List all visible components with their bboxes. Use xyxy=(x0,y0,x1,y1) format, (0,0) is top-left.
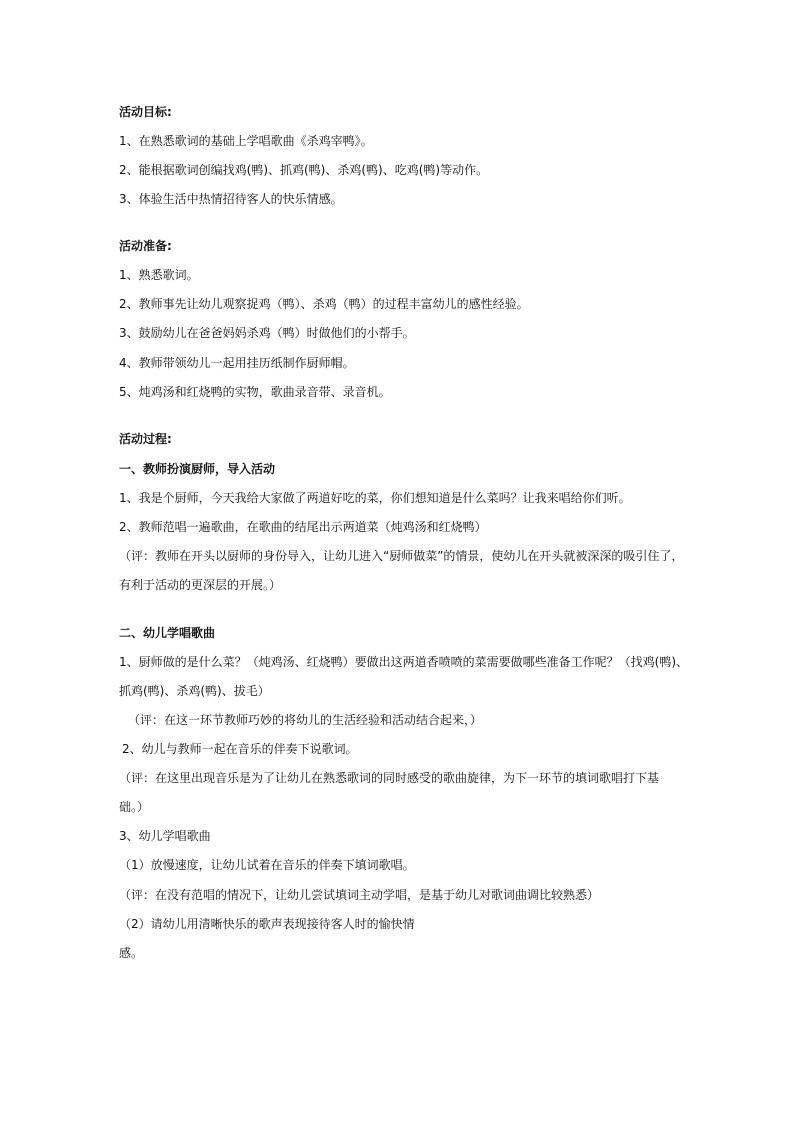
goal-item-1: 1、在熟悉歌词的基础上学唱歌曲《杀鸡宰鸭》。 xyxy=(119,134,373,148)
goal-item-2: 2、能根据歌词创编找鸡(鸭)、抓鸡(鸭)、杀鸡(鸭)、吃鸡(鸭)等动作。 xyxy=(119,163,489,177)
process-heading: 活动过程: xyxy=(119,432,172,446)
goals-heading: 活动目标: xyxy=(119,105,172,119)
part2-line-4: 2、幼儿与教师一起在音乐的伴奏下说歌词。 xyxy=(122,742,358,756)
prep-item-5: 5、炖鸡汤和红烧鸭的实物，歌曲录音带、录音机。 xyxy=(119,385,391,399)
part1-line-4: 有利于活动的更深层的开展。） xyxy=(119,578,282,592)
prep-item-4: 4、教师带领幼儿一起用挂历纸制作厨师帽。 xyxy=(119,356,355,370)
prep-item-2: 2、教师事先让幼儿观察捉鸡（鸭）、杀鸡（鸭）的过程丰富幼儿的感性经验。 xyxy=(119,297,529,311)
part2-line-9: （评：在没有范唱的情况下，让幼儿尝试填词主动学唱，是基于幼儿对歌词曲调比较熟悉） xyxy=(119,888,600,902)
part2-line-10: （2）请幼儿用清晰快乐的歌声表现接待客人时的愉快情 xyxy=(119,917,415,931)
part2-line-3: （评：在这一环节教师巧妙的将幼儿的生活经验和活动结合起来，） xyxy=(128,713,483,727)
part1-line-3: （评：教师在开头以厨师的身份导入，让幼儿进入“厨师做菜”的情景，使幼儿在开头就被深深的吸引住了， xyxy=(119,549,684,563)
part2-title: 二、幼儿学唱歌曲 xyxy=(119,626,216,640)
part2-line-2: 抓鸡(鸭)、杀鸡(鸭)、拔毛） xyxy=(119,684,270,698)
part2-line-11: 感。 xyxy=(119,946,144,960)
part2-line-8: （1）放慢速度，让幼儿试着在音乐的伴奏下填词歌唱。 xyxy=(119,858,415,872)
part2-line-1: 1、厨师做的是什么菜？（炖鸡汤、红烧鸭）要做出这两道香喷喷的菜需要做哪些准备工作呢？（找鸡(鸭)、 xyxy=(119,655,689,669)
prep-item-3: 3、鼓励幼儿在爸爸妈妈杀鸡（鸭）时做他们的小帮手。 xyxy=(119,326,415,340)
part1-line-2: 2、教师范唱一遍歌曲，在歌曲的结尾出示两道菜（炖鸡汤和红烧鸭） xyxy=(119,520,487,534)
part2-line-5: （评：在这里出现音乐是为了让幼儿在熟悉歌词的同时感受的歌曲旋律，为下一环节的填词歌唱打下基 xyxy=(119,771,660,785)
part1-line-1: 1、我是个厨师，今天我给大家做了两道好吃的菜，你们想知道是什么菜吗？让我来唱给你们听。 xyxy=(119,491,631,505)
part2-line-7: 3、幼儿学唱歌曲 xyxy=(119,829,211,843)
goal-item-3: 3、体验生活中热情招待客人的快乐情感。 xyxy=(119,192,343,206)
part1-title: 一、教师扮演厨师，导入活动 xyxy=(119,462,276,476)
prep-item-1: 1、熟悉歌词。 xyxy=(119,268,199,282)
prep-heading: 活动准备: xyxy=(119,239,172,253)
part2-line-6: 础。） xyxy=(119,800,150,814)
